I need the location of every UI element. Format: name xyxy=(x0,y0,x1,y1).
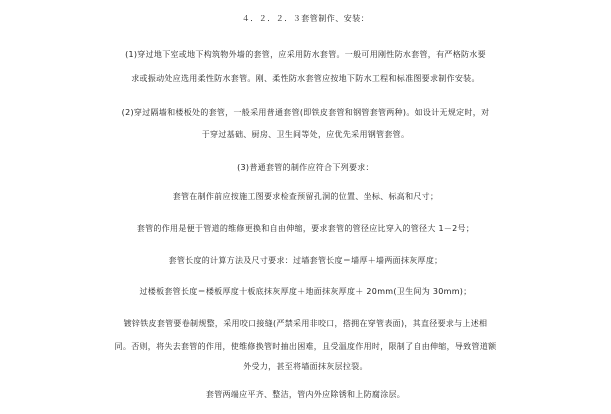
paragraph-8-line-3: 外受力，甚至将墙面抹灰层拉裂。 xyxy=(243,362,368,371)
paragraph-4: 套管在制作前应按施工图要求检查预留孔洞的位置、坐标、标高和尺寸； xyxy=(172,192,439,201)
paragraph-3: (3)普通套管的制作应符合下列要求： xyxy=(237,163,374,172)
paragraph-1-line-2: 求或振动处应选用柔性防水套管。刚、柔性防水套管应按地下防水工程和标准图要求制作安装。 xyxy=(131,74,480,83)
paragraph-8-line-2: 同。否则，将失去套管的作用，使维修换管时抽出困难，且受温度作用时，限制了自由伸缩，导致管道额 xyxy=(114,342,497,351)
paragraph-7: 过楼板套管长度＝楼板厚度十板底抹灰厚度＋地面抹灰厚度＋ 20mm(卫生间为 30mm)； xyxy=(139,287,472,296)
paragraph-8-line-1: 镀锌铁皮套管要卷制规整，采用咬口接缝(严禁采用非咬口，搭拥在穿管表面)，其直径要求与上述相 xyxy=(123,319,488,328)
paragraph-2-line-1: (2)穿过隔墙和楼板处的套管，一般采用普通套管(即铁皮套管和钢管套管两种)。如设计无规定时，对 xyxy=(121,108,490,117)
paragraph-2-line-2: 于穿过基础、厨房、卫生间等处，应优先采用钢管套管。 xyxy=(201,130,410,139)
paragraph-6: 套管长度的计算方法及尺寸要求：过墙套管长度＝墙厚＋墙两面抹灰厚度； xyxy=(168,256,443,265)
paragraph-5: 套管的作用是便于管道的维修更换和自由伸缩，要求套管的管径应比穿入的管径大 1－2号； xyxy=(136,224,475,233)
section-heading: ４．２．２．３套管制作、安装： xyxy=(241,14,370,23)
paragraph-9: 套管两端应平齐、整洁，管内外应除锈和上防腐涂层。 xyxy=(205,390,406,399)
paragraph-1-line-1: (1)穿过地下室或地下构筑物外墙的套管，应采用防水套管。一般可用刚性防水套管，有严格防水要 xyxy=(125,50,486,59)
